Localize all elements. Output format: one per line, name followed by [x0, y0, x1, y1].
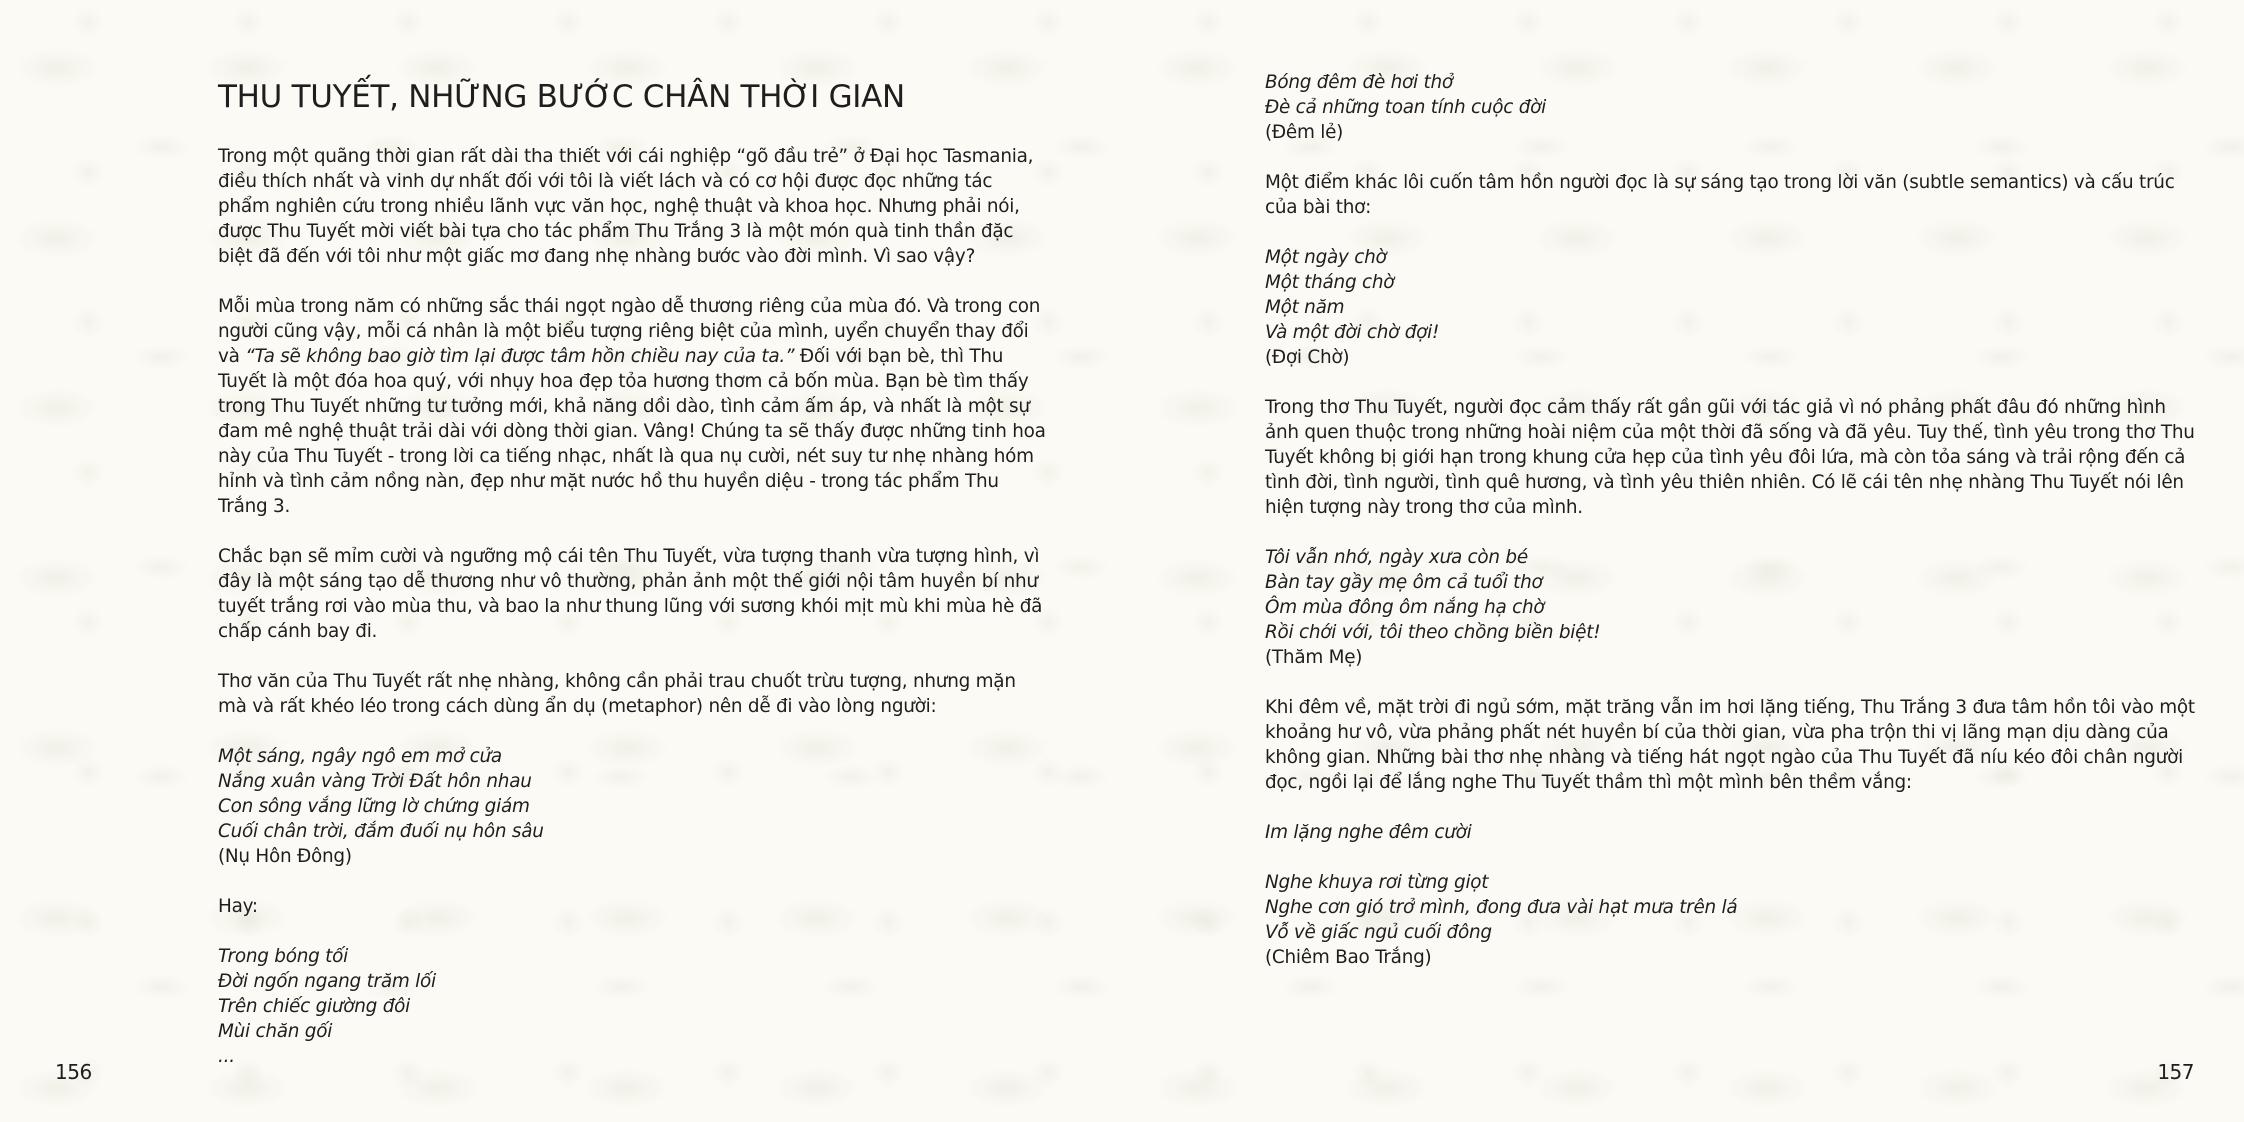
paragraph: Trong một quãng thời gian rất dài tha thiết với cái nghiệp “gõ đầu trẻ” ở Đại học Tasmania, điều thích nhất và vinh dự nhất đối với tôi là viết lách và có cơ hội được đọc những tác phẩm nghiên cứu trong nhiều lãnh vực văn học, nghệ thuật và khoa học. Nhưng phải nói, được Thu Tuyết mời viết bài tựa cho tác phẩm Thu Trắng 3 là một món quà tinh thần đặc biệt đã đến với tôi như một giấc mơ đang nhẹ nhàng bước vào đời mình. Vì sao vậy?: [218, 146, 1034, 267]
poem-line: Bóng đêm đè hơi thở: [1265, 72, 1453, 93]
paragraph: Chắc bạn sẽ mỉm cười và ngưỡng mộ cái tên Thu Tuyết, vừa tượng thanh vừa tượng hình, vì đây là một sáng tạo dễ thương như vô thường, phản ảnh một thế giới nội tâm huyền bí như tuyết trắng rơi vào mùa thu, và bao la như thung lũng với sương khói mịt mù khi mùa hè đã chấp cánh bay đi.: [218, 546, 1043, 642]
left-column: [218, 76, 1046, 1094]
poem-source: (Nụ Hôn Đông): [218, 846, 352, 867]
poem-excerpt: [1265, 545, 2205, 670]
poem-line: Một sáng, ngây ngô em mở cửa: [218, 746, 502, 767]
right-column: [1265, 70, 2205, 995]
paragraph: [218, 294, 1046, 519]
poem-line: Nghe khuya rơi từng giọt: [1265, 872, 1489, 893]
poem-excerpt: [1265, 870, 2205, 970]
paragraph-text: Đối với bạn bè, thì Thu Tuyết là một đóa hoa quý, với nhụy hoa đẹp tỏa hương thơm cả bốn mùa. Bạn bè tìm thấy trong Thu Tuyết những tư tưởng mới, khả năng dồi dào, tình cảm ấm áp, và nhất là một sự đam mê nghệ thuật trải dài với dòng thời gian. Vâng! Chúng ta sẽ thấy được những tinh hoa này của Thu Tuyết - trong lời ca tiếng nhạc, nhất là qua nụ cười, nét suy tư nhẹ nhàng hóm hỉnh và tình cảm nồng nàn, đẹp như mặt nước hồ thu huyền diệu - trong tác phẩm Thu Trắng 3.: [218, 346, 1046, 517]
poem-excerpt: [1265, 820, 2205, 845]
poem-line: Và một đời chờ đợi!: [1265, 322, 1440, 343]
poem-line: ...: [218, 1046, 235, 1067]
poem-line: Nắng xuân vàng Trời Đất hôn nhau: [218, 771, 532, 792]
poem-line: Ôm mùa đông ôm nắng hạ chờ: [1265, 597, 1545, 618]
poem-line: Đời ngốn ngang trăm lối: [218, 971, 436, 992]
inline-quote: “Ta sẽ không bao giờ tìm lại được tâm hồn chiều nay của ta.”: [245, 346, 795, 367]
paragraph-text: Mỗi mùa trong năm có những sắc thái ngọt ngào dễ thương riêng của mùa đó. Và trong con người cũng vậy, mỗi cá nhân là một biểu tượng riêng biệt của mình, uyển chuyển thay đổi và: [218, 296, 1041, 367]
poem-excerpt: [1265, 70, 2205, 145]
paragraph: Thơ văn của Thu Tuyết rất nhẹ nhàng, không cần phải trau chuốt trừu tượng, nhưng mặn mà và rất khéo léo trong cách dùng ẩn dụ (metaphor) nên dễ đi vào lòng người:: [218, 671, 1016, 717]
poem-excerpt: [1265, 245, 2205, 370]
chapter-title: THU TUYẾT, NHỮNG BƯỚC CHÂN THỜI GIAN: [218, 79, 905, 115]
paragraph: Khi đêm về, mặt trời đi ngủ sớm, mặt trăng vẫn im hơi lặng tiếng, Thu Trắng 3 đưa tâm hồn tôi vào một khoảng hư vô, vừa phảng phất nét huyền bí của thời gian, vừa pha trộn thi vị lãng mạn dịu dàng của không gian. Những bài thơ nhẹ nhàng và tiếng hát ngọt ngào của Thu Tuyết đã níu kéo đôi chân người đọc, ngồi lại để lắng nghe Thu Tuyết thầm thì một mình bên thềm vắng:: [1265, 697, 2195, 793]
right-page: [1122, 0, 2244, 1122]
poem-line: Một ngày chờ: [1265, 247, 1387, 268]
poem-source: (Đêm lẻ): [1265, 122, 1344, 143]
poem-line: Mùi chăn gối: [218, 1021, 333, 1042]
paragraph: Hay:: [218, 896, 258, 917]
poem-line: Con sông vắng lững lờ chứng giám: [218, 796, 530, 817]
page-number: 157: [2157, 1060, 2194, 1084]
paragraph: Trong thơ Thu Tuyết, người đọc cảm thấy rất gần gũi với tác giả vì nó phảng phất đâu đó những hình ảnh quen thuộc trong những hoài niệm của một thời đã sống và đã yêu. Tuy thế, tình yêu trong thơ Thu Tuyết không bị giới hạn trong khung cửa hẹp của tình yêu đôi lứa, mà còn tỏa sáng và trải rộng đến cả tình đời, tình người, tình quê hương, và tình yêu thiên nhiên. Có lẽ cái tên nhẹ nhàng Thu Tuyết nói lên hiện tượng này trong thơ của mình.: [1265, 397, 2195, 518]
poem-line: Im lặng nghe đêm cười: [1265, 822, 1472, 843]
poem-line: Nghe cơn gió trở mình, đong đưa vài hạt mưa trên lá: [1265, 897, 1738, 918]
poem-line: Trong bóng tối: [218, 946, 348, 967]
poem-excerpt: [218, 944, 1046, 1069]
poem-line: Một tháng chờ: [1265, 272, 1395, 293]
poem-line: Cuối chân trời, đắm đuối nụ hôn sâu: [218, 821, 544, 842]
poem-line: Bàn tay gầy mẹ ôm cả tuổi thơ: [1265, 572, 1543, 593]
poem-source: (Thăm Mẹ): [1265, 647, 1363, 668]
poem-line: Rồi chới với, tôi theo chồng biền biệt!: [1265, 622, 1601, 643]
paragraph: Một điểm khác lôi cuốn tâm hồn người đọc là sự sáng tạo trong lời văn (subtle semantics) và cấu trúc của bài thơ:: [1265, 172, 2175, 218]
poem-line: Đè cả những toan tính cuộc đời: [1265, 97, 1547, 118]
poem-source: (Chiêm Bao Trắng): [1265, 947, 1432, 968]
poem-line: Trên chiếc giường đôi: [218, 996, 410, 1017]
poem-line: Một năm: [1265, 297, 1345, 318]
page-number: 156: [55, 1060, 92, 1084]
poem-line: Vỗ về giấc ngủ cuối đông: [1265, 922, 1492, 943]
poem-line: Tôi vẫn nhớ, ngày xưa còn bé: [1265, 547, 1528, 568]
poem-source: (Đợi Chờ): [1265, 347, 1350, 368]
poem-excerpt: [218, 744, 1046, 869]
